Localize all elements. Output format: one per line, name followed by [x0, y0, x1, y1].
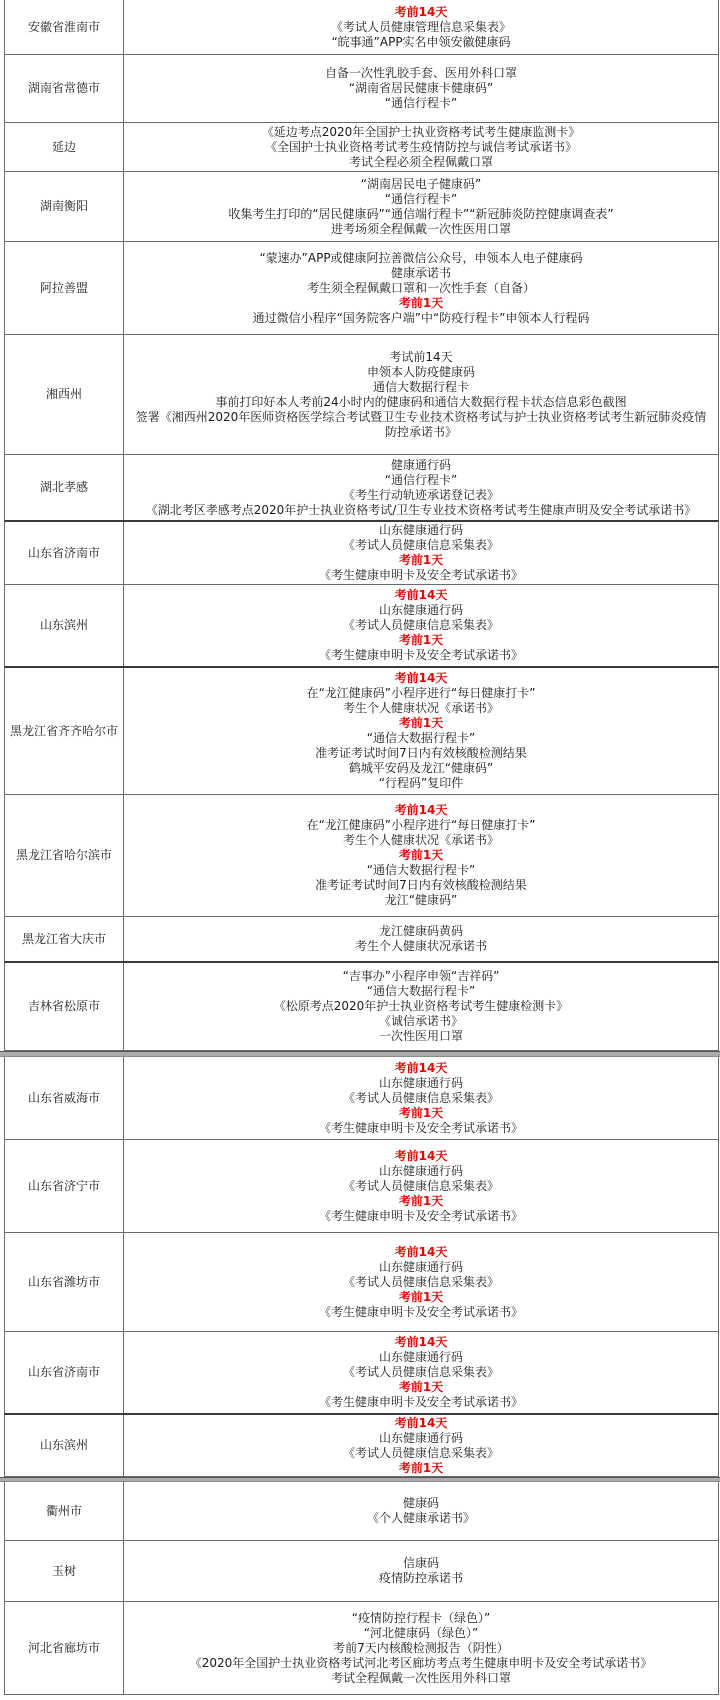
requirement-line: 山东健康通行码	[378, 1075, 463, 1090]
table-row	[4, 963, 719, 1051]
requirement-line: 考生个人健康状况承诺书	[354, 939, 487, 953]
region-cell: 黑龙江省哈尔滨市	[5, 795, 124, 916]
requirement-line: 一次性医用口罩	[378, 1029, 463, 1043]
requirement-line: “湖南居民电子健康码”	[360, 176, 482, 191]
requirement-line: 收集考生打印的“居民健康码”“通信端行程卡”“新冠肺炎防控健康调查表”	[228, 206, 614, 221]
requirement-line: “通信行程卡”	[384, 96, 458, 110]
requirement-line: 《个人健康承诺书》	[366, 1511, 475, 1525]
table-row	[4, 1140, 719, 1233]
region-cell: 延边	[5, 123, 124, 171]
table-row	[4, 522, 719, 585]
requirement-line: 山东健康通行码	[378, 1163, 463, 1178]
requirement-line: 考试全程佩戴一次性医用外科口罩	[330, 1670, 511, 1685]
requirements-cell	[124, 1482, 718, 1540]
requirement-line: 鹤城平安码及龙江“健康码”	[348, 761, 494, 775]
requirement-line: “皖事通”APP实名申领安徽健康码	[331, 34, 511, 49]
region-cell: 安徽省淮南市	[5, 0, 124, 54]
requirement-line: “蒙速办”APP或健康阿拉善微信公众号，申领本人电子健康码	[259, 250, 583, 265]
requirement-line: 准考证考试时间7日内有效核酸检测结果	[315, 746, 527, 760]
region-cell: 山东省威海市	[5, 1057, 124, 1139]
requirement-line: “行程码”复印件	[378, 776, 464, 790]
requirement-line: 信康码	[402, 1556, 439, 1570]
requirements-cell	[124, 1415, 718, 1476]
table-row	[4, 242, 719, 335]
requirement-line: 《松原考点2020年护士执业资格考试考生健康检测卡》	[273, 999, 569, 1013]
requirements-cell	[124, 917, 718, 961]
requirement-line: 进考场须全程佩戴一次性医用口罩	[330, 221, 511, 236]
requirements-cell	[124, 172, 718, 241]
table-row	[4, 1332, 719, 1415]
requirement-line: 《考生健康申明卡及安全考试承诺书》	[318, 568, 523, 582]
requirement-line: 龙江“健康码”	[384, 893, 458, 907]
deadline-marker: 考前1天	[398, 633, 444, 647]
requirement-line: 考生个人健康状况《承诺书》	[342, 701, 499, 715]
requirement-line: 《考生健康申明卡及安全考试承诺书》	[318, 1304, 523, 1319]
requirement-line: 健康码	[402, 1496, 439, 1510]
requirement-line: 在“龙江健康码”小程序进行“每日健康打卡”	[306, 818, 536, 832]
requirement-line: 事前打印好本人考前24小时内的健康码和通信大数据行程卡状态信息彩色截图	[215, 394, 627, 409]
table-row	[4, 172, 719, 242]
requirement-line: 《考试人员健康信息采集表》	[342, 1445, 499, 1460]
deadline-marker: 考前1天	[398, 1105, 444, 1120]
requirement-line: 通过微信小程序“国务院客户端”中“防疫行程卡”申领本人行程码	[252, 310, 590, 325]
requirement-line: 山东健康通行码	[378, 1259, 463, 1274]
requirement-line: “湖南省居民健康卡健康码”	[348, 81, 494, 95]
requirement-line: 龙江健康码黄码	[378, 924, 463, 938]
requirements-cell	[124, 1332, 718, 1413]
requirements-cell	[124, 1140, 718, 1232]
deadline-marker: 考前1天	[398, 553, 444, 567]
requirement-line: 签署《湘西州2020年医师资格医学综合考试暨卫生专业技术资格考试与护士执业资格考试考生新冠肺炎疫情防控承诺书》	[135, 409, 707, 439]
deadline-marker: 考前14天	[394, 1244, 448, 1259]
deadline-marker: 考前14天	[394, 588, 448, 602]
deadline-marker: 考前1天	[398, 1380, 444, 1394]
deadline-marker: 考前14天	[394, 1415, 448, 1430]
requirement-line: 《考试人员健康信息采集表》	[342, 538, 499, 552]
requirement-line: 《考试人员健康信息采集表》	[342, 618, 499, 632]
table-row	[4, 335, 719, 455]
region-cell: 吉林省松原市	[5, 963, 124, 1050]
requirement-line: 通信大数据行程卡	[372, 379, 469, 394]
table-row	[4, 1057, 719, 1140]
requirement-line: 《延边考点2020年全国护士执业资格考试考生健康监测卡》	[261, 124, 581, 139]
table-row	[4, 1541, 719, 1602]
requirement-line: 申领本人防疫健康码	[366, 364, 475, 379]
requirement-line: 健康通行码	[390, 457, 451, 472]
table-row	[4, 1233, 719, 1332]
table-row	[4, 123, 719, 172]
table-row	[4, 1482, 719, 1541]
requirement-line: 《湖北考区孝感考点2020年护士执业资格考试/卫生专业技术资格考试考生健康声明及安全考试承诺书》	[145, 502, 697, 517]
requirements-cell	[124, 1541, 718, 1601]
deadline-marker: 考前14天	[394, 1148, 448, 1163]
requirement-line: “河北健康码（绿色）”	[363, 1625, 479, 1640]
region-cell: 阿拉善盟	[5, 242, 124, 334]
requirement-line: 《考生健康申明卡及安全考试承诺书》	[318, 1120, 523, 1135]
requirements-cell	[124, 795, 718, 916]
requirement-line: 考试前14天	[389, 349, 453, 364]
requirements-cell	[124, 0, 718, 54]
requirements-cell	[124, 963, 718, 1050]
requirement-line: 山东健康通行码	[378, 1430, 463, 1445]
deadline-marker: 考前14天	[394, 1060, 448, 1075]
requirement-line: 《考试人员健康信息采集表》	[342, 1178, 499, 1193]
requirement-line: 考生须全程佩戴口罩和一次性手套（自备）	[306, 280, 535, 295]
region-cell: 湖南衡阳	[5, 172, 124, 241]
requirement-line: “吉事办”小程序申领“吉祥码”	[342, 969, 500, 983]
region-cell: 黑龙江省大庆市	[5, 917, 124, 961]
requirement-line: 《考试人员健康信息采集表》	[342, 1274, 499, 1289]
requirement-line: 山东健康通行码	[378, 523, 463, 537]
requirement-line: 健康承诺书	[390, 265, 451, 280]
region-cell: 玉树	[5, 1541, 124, 1601]
requirement-line: 山东健康通行码	[378, 1350, 463, 1364]
deadline-marker: 考前1天	[398, 1460, 444, 1475]
table-row	[4, 795, 719, 917]
region-cell: 湖北孝感	[5, 455, 124, 520]
deadline-marker: 考前1天	[398, 1193, 444, 1208]
requirements-cell	[124, 455, 718, 520]
requirement-line: 《考生行动轨迹承诺登记表》	[342, 487, 499, 502]
region-cell: 山东省济南市	[5, 1332, 124, 1413]
requirement-line: 考前7天内核酸检测报告（阴性）	[333, 1640, 509, 1655]
requirement-line: 《诚信承诺书》	[378, 1014, 463, 1028]
requirement-line: 自备一次性乳胶手套、医用外科口罩	[324, 66, 517, 80]
requirement-line: 《考试人员健康信息采集表》	[342, 1090, 499, 1105]
requirements-cell	[124, 1233, 718, 1331]
deadline-marker: 考前14天	[394, 803, 448, 817]
requirements-cell	[124, 1602, 718, 1694]
region-cell: 山东滨州	[5, 1415, 124, 1476]
requirement-line: 《考试人员健康信息采集表》	[342, 1365, 499, 1379]
requirement-line: 《2020年全国护士执业资格考试河北考区廊坊考点考生健康申明卡及安全考试承诺书》	[189, 1655, 653, 1670]
requirement-line: 《全国护士执业资格考试考生疫情防控与诚信考试承诺书》	[264, 139, 577, 154]
table-row	[4, 1415, 719, 1477]
region-cell: 山东滨州	[5, 585, 124, 666]
requirement-line: 在“龙江健康码”小程序进行“每日健康打卡”	[306, 686, 536, 700]
requirement-line: “通信大数据行程卡”	[366, 731, 476, 745]
table-row	[4, 0, 719, 55]
requirement-line: “疫情防控行程卡（绿色）”	[351, 1610, 491, 1625]
requirement-line: “通信行程卡”	[384, 472, 458, 487]
region-cell: 衢州市	[5, 1482, 124, 1540]
deadline-marker: 考前1天	[398, 1289, 444, 1304]
requirements-cell	[124, 585, 718, 666]
requirements-cell	[124, 1057, 718, 1139]
table-row	[4, 1602, 719, 1695]
requirement-line: 《考生健康申明卡及安全考试承诺书》	[318, 648, 523, 662]
requirement-line: 准考证考试时间7日内有效核酸检测结果	[315, 878, 527, 892]
requirements-cell	[124, 242, 718, 334]
table-row	[4, 917, 719, 963]
region-cell: 山东省济宁市	[5, 1140, 124, 1232]
requirements-cell	[124, 55, 718, 122]
requirement-line: 疫情防控承诺书	[378, 1571, 463, 1585]
deadline-marker: 考前14天	[394, 4, 448, 19]
region-cell: 山东省济南市	[5, 522, 124, 584]
region-cell: 河北省廊坊市	[5, 1602, 124, 1694]
requirement-line: 考生个人健康状况《承诺书》	[342, 833, 499, 847]
region-cell: 湖南省常德市	[5, 55, 124, 122]
table-row	[4, 455, 719, 522]
table-row	[4, 585, 719, 668]
requirement-line: 山东健康通行码	[378, 603, 463, 617]
requirement-line: “通信大数据行程卡”	[366, 984, 476, 998]
requirements-cell	[124, 335, 718, 454]
deadline-marker: 考前14天	[394, 1335, 448, 1349]
region-cell: 黑龙江省齐齐哈尔市	[5, 668, 124, 794]
deadline-marker: 考前1天	[398, 848, 444, 862]
requirements-cell	[124, 522, 718, 584]
requirement-line: “通信行程卡”	[384, 191, 458, 206]
requirement-line: 考试全程必须全程佩戴口罩	[348, 154, 493, 169]
deadline-marker: 考前14天	[394, 671, 448, 685]
requirements-cell	[124, 668, 718, 794]
requirement-line: “通信大数据行程卡”	[366, 863, 476, 877]
requirements-cell	[124, 123, 718, 171]
requirement-line: 《考生健康申明卡及安全考试承诺书》	[318, 1208, 523, 1223]
requirement-line: 《考生健康申明卡及安全考试承诺书》	[318, 1395, 523, 1409]
region-cell: 湘西州	[5, 335, 124, 454]
region-cell: 山东省潍坊市	[5, 1233, 124, 1331]
deadline-marker: 考前1天	[398, 295, 444, 310]
table-row	[4, 668, 719, 795]
table-row	[4, 55, 719, 123]
requirement-line: 《考试人员健康管理信息采集表》	[330, 19, 511, 34]
deadline-marker: 考前1天	[398, 716, 444, 730]
